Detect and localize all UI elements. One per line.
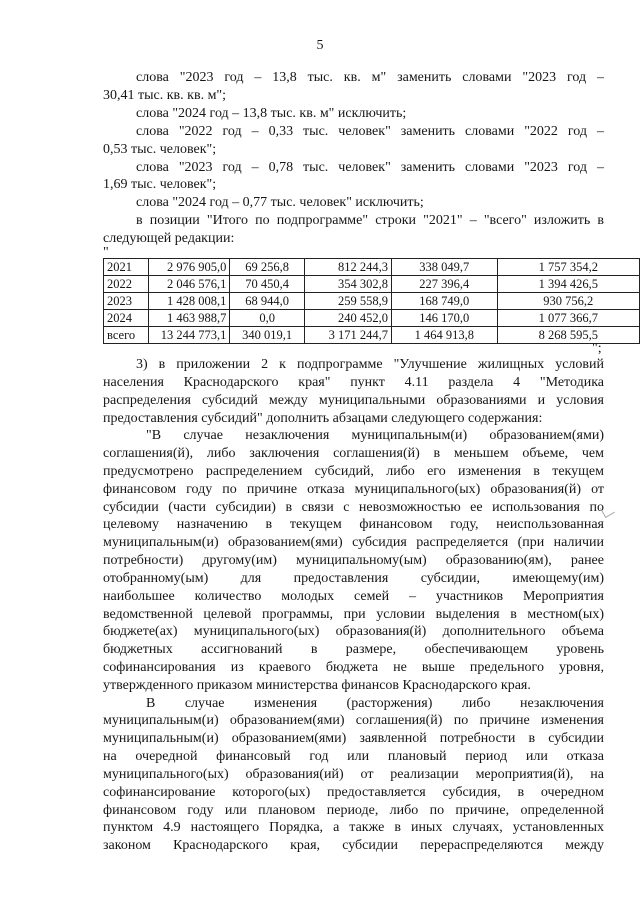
text-line: следующей редакции: [103, 231, 235, 246]
table-cell: 8 268 595,5 [497, 327, 639, 344]
text-line: отобранному(ым) для предоставления субсидии, имеющему(им) [103, 571, 604, 586]
table-cell: 68 944,0 [230, 293, 305, 310]
text-line: ведомственной целевой программы, при условии выделения в местном(ых) [103, 607, 604, 622]
text-line: бюджетных ассигнований в размере, обеспечивающем уровень [103, 642, 604, 657]
table-cell: 1 463 988,7 [148, 310, 230, 327]
table-cell: всего [104, 327, 149, 344]
text-line: распределения субсидий между муниципальными образованиями и условия [103, 393, 604, 408]
text-line: муниципальным(и) образованием(ями) соглашения(й) по причине изменения [103, 713, 604, 728]
table-cell: 227 396,4 [392, 276, 498, 293]
table-cell: 2021 [104, 259, 149, 276]
text-line: муниципального(ых) образования(ий) от реализации мероприятия(й), на [103, 767, 604, 782]
text-line: финансовом году по причине отказа муниципального(ых) образования(й) от [103, 482, 604, 497]
text-line: слова "2022 год – 0,33 тыс. человек" заменить словами "2022 год – [136, 124, 604, 139]
table-row [104, 259, 640, 276]
text-line: В случае изменения (расторжения) либо незаключения [146, 696, 604, 711]
text-line: слова "2023 год – 13,8 тыс. кв. м" заменить словами "2023 год – [136, 70, 604, 85]
table-cell: 2024 [104, 310, 149, 327]
close-quote: "; [592, 341, 602, 356]
text-line: бюджете(ах) муниципального(ых) образования(й) дополнительного объема [103, 624, 604, 639]
table-cell: 2022 [104, 276, 149, 293]
table-cell: 0,0 [230, 310, 305, 327]
text-line: софинансирование которого(ых) предоставляется субсидия, в очередном [103, 785, 604, 800]
text-line: 30,41 тыс. кв. кв. м"; [103, 88, 227, 103]
text-line: софинансирования из краевого бюджета не выше предельного уровня, [103, 660, 604, 675]
table-row [104, 293, 640, 310]
table-cell: 69 256,8 [230, 259, 305, 276]
text-line: муниципальным(и) образованием(ями) заявленной потребности в субсидии [103, 731, 604, 746]
table-cell: 70 450,4 [230, 276, 305, 293]
table-cell: 354 302,8 [304, 276, 391, 293]
text-line: субсидии (части субсидии) в связи с невозможностью ее использования по [103, 500, 604, 515]
table-cell: 2023 [104, 293, 149, 310]
table-cell: 2 976 905,0 [148, 259, 230, 276]
table-cell: 812 244,3 [304, 259, 391, 276]
table-cell: 168 749,0 [392, 293, 498, 310]
text-line: предусмотрено распределением субсидий, либо его изменения в текущем [103, 464, 604, 479]
table-cell: 3 171 244,7 [304, 327, 391, 344]
table-cell: 338 049,7 [392, 259, 498, 276]
table-cell: 259 558,9 [304, 293, 391, 310]
text-line: пунктом 4.9 настоящего Порядка, а также в иных случаях, установленных [103, 820, 604, 835]
text-line: утвержденного приказом министерства финансов Краснодарского края. [103, 678, 531, 693]
text-line: финансовом году или плановом периоде, либо по причине, определенной [103, 803, 604, 818]
text-line: целевому назначению в текущем финансовом году, неиспользованная [103, 517, 604, 532]
table-cell: 1 757 354,2 [497, 259, 639, 276]
table-row [104, 327, 640, 344]
text-line: "В случае незаключения муниципальным(и) образованием(ями) [146, 428, 604, 443]
table-cell: 2 046 576,1 [148, 276, 230, 293]
text-line: слова "2023 год – 0,78 тыс. человек" заменить словами "2023 год – [136, 160, 604, 175]
text-line: слова "2024 год – 0,77 тыс. человек" исключить; [136, 195, 424, 210]
table-cell: 1 394 426,5 [497, 276, 639, 293]
text-line: предоставления субсидий" дополнить абзацами следующего содержания: [103, 411, 543, 426]
text-line: на очередной финансовый год или плановый период или отказа [103, 749, 604, 764]
text-line: населения Краснодарского края" пункт 4.11 раздела 4 "Методика [103, 375, 604, 390]
text-line: законом Краснодарского края, субсидии перераспределяются между [103, 838, 604, 853]
text-line: в позиции "Итого по подпрограмме" строки "2021" – "всего" изложить в [136, 213, 604, 228]
table-cell: 146 170,0 [392, 310, 498, 327]
text-line: 3) в приложении 2 к подпрограмме "Улучшение жилищных условий [136, 357, 604, 372]
page-number: 5 [316, 38, 324, 53]
table-cell: 1 077 366,7 [497, 310, 639, 327]
text-line: 0,53 тыс. человек"; [103, 142, 217, 157]
table-cell: 340 019,1 [230, 327, 305, 344]
table-cell: 1 428 008,1 [148, 293, 230, 310]
text-line: потребности) другому(им) муниципальному(ым) образованию(ям), ранее [103, 553, 604, 568]
text-line: слова "2024 год – 13,8 тыс. кв. м" исключить; [136, 106, 407, 121]
table-cell: 1 464 913,8 [392, 327, 498, 344]
text-line: 1,69 тыс. человек"; [103, 177, 217, 192]
text-line: муниципальным(и) образованием(ями) субсидия распределяется (при наличии [103, 535, 604, 550]
financing-table [103, 258, 640, 344]
table-row [104, 310, 640, 327]
open-quote: " [103, 245, 109, 260]
text-line: соглашения(й), либо заключения соглашения(й) в меньшем объеме, чем [103, 446, 604, 461]
table-cell: 930 756,2 [497, 293, 639, 310]
table-cell: 240 452,0 [304, 310, 391, 327]
text-line: наибольшее количество молодых семей – участников Мероприятия [103, 589, 604, 604]
table-row [104, 276, 640, 293]
table-cell: 13 244 773,1 [148, 327, 230, 344]
